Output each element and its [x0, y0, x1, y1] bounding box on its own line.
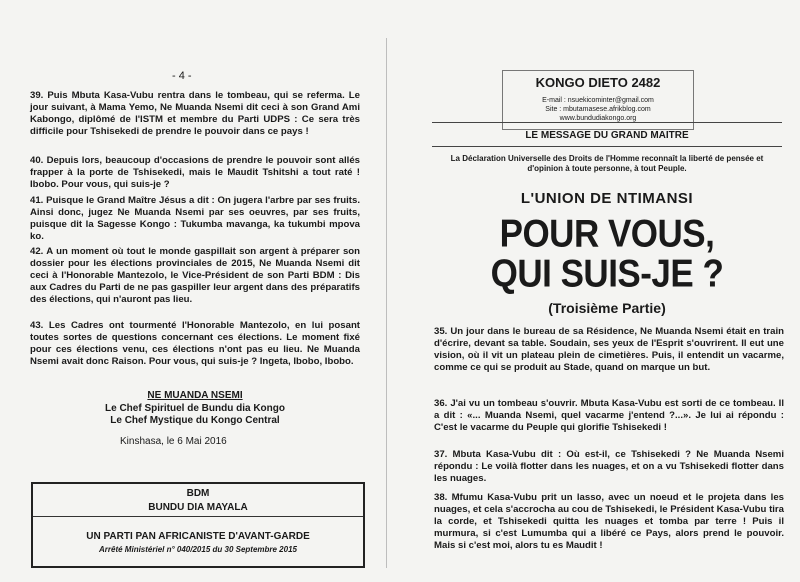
right-page	[392, 0, 800, 582]
paragraph-37: 37. Mbuta Kasa-Vubu dit : Où est-il, ce Tshisekedi ? Ne Muanda Nsemi répondu : Le voilà flotter dans les nuages, et on a vu Tshisekedi flotter dans les nuages.	[434, 449, 784, 484]
bdm-box	[31, 482, 365, 568]
page-number: - 4 -	[172, 70, 192, 82]
bdm-tagline: UN PARTI PAN AFRICANISTE D'AVANT-GARDE	[86, 531, 310, 542]
page-divider	[386, 38, 387, 568]
declaration: La Déclaration Universelle des Droits de l'Homme reconnaît la liberté de pensée et d'opinion à toute personne, à tout Peuple.	[450, 154, 764, 173]
rule-top	[432, 122, 782, 123]
message-heading: LE MESSAGE DU GRAND MAITRE	[525, 130, 689, 141]
main-title-line-2: QUI SUIS-JE ?	[490, 251, 724, 296]
rule-bottom	[432, 146, 782, 147]
signature-date: Kinshasa, le 6 Mai 2016	[120, 436, 227, 447]
main-title-line-1: POUR VOUS,	[499, 211, 715, 256]
paragraph-39: 39. Puis Mbuta Kasa-Vubu rentra dans le tombeau, qui se referma. Le jour suivant, à Mama Yemo, Ne Muanda Nsemi dit ceci à son Grand Ami Kabongo, diplômé de l'ISTM et membre du Parti UDPS : Ce sera très difficile pour Tshisekedi de prendre le pouvoir dans ce pays !	[30, 90, 360, 137]
masthead-box	[502, 70, 694, 130]
paragraph-36: 36. J'ai vu un tombeau s'ouvrir. Mbuta Kasa-Vubu est sorti de ce tombeau. Il a dit : «... Muanda Nsemi, quel vacarme j'entend ?...». Je lui ai répondu : C'est le vacarme du Peuple qui glorifie Tshisekedi !	[434, 398, 784, 433]
masthead-title: KONGO DIETO 2482	[535, 75, 661, 90]
left-page	[0, 0, 383, 582]
contact-site-2: www.bundudiakongo.org	[559, 115, 637, 122]
contact-email: E-mail : nsuekicominter@gmail.com	[542, 97, 654, 104]
signature-name: NE MUANDA NSEMI	[147, 390, 243, 401]
signature-block	[30, 390, 360, 428]
paragraph-42: 42. A un moment où tout le monde gaspillait son argent à préparer son dossier pour les élections provinciales de 2015, Ne Muanda Nsemi dit ceci à l'Honorable Mantezolo, le Vice-Président de son Parti BDM : Dis aux Cadres du Parti de ne pas gaspiller leur argent dans des préparatifs des élections, qui n'auront pas lieu.	[30, 246, 360, 305]
paragraph-38: 38. Mfumu Kasa-Vubu prit un lasso, avec un noeud et le projeta dans les nuages, et cela s'accrocha au cou de Tshisekedi, le Président Kasa-Vubu tira la corde, et Tshisekedi quitta les nuages et tomba par terre ! Puis il murmura, si c'est Lumumba qui a libéré ce Pays, alors prend le pouvoir. Mais si c'est moi, alors tu es Maudit !	[434, 492, 784, 551]
union-heading: L'UNION DE NTIMANSI	[520, 190, 694, 207]
bdm-fullname: BUNDU DIA MAYALA	[33, 502, 363, 517]
contact-site: Site : mbutamasese.afrikblog.com	[545, 106, 651, 113]
paragraph-41: 41. Puisque le Grand Maître Jésus a dit : On jugera l'arbre par ses fruits. Ainsi donc, jugez Ne Muanda Nsemi par ses oeuvres, par ses fruits, puisque dit la Sagesse Kongo : Tukumba mavanga, ka tukumbi mpova ko.	[30, 195, 360, 242]
paragraph-43: 43. Les Cadres ont tourmenté l'Honorable Mantezolo, en lui posant toutes sortes de questions concernant ces élections. Le moment fixé pour ces élections venu, ces élections n'ont pas eu lieu. Ne Muanda Nsemi avait donc Raison. Pour vous, qui suis-je ? Ingeta, Ibobo, Ibobo.	[30, 320, 360, 367]
bdm-acronym: BDM	[186, 488, 210, 499]
contact-info	[503, 96, 693, 123]
signature-title-2: Le Chef Mystique du Kongo Central	[110, 415, 280, 426]
paragraph-35: 35. Un jour dans le bureau de sa Résidence, Ne Muanda Nsemi était en train d'écrire, devant sa table. Soudain, ses yeux de l'Esprit s'ouvrirent. Il eut une vision, où il vit un plateau plein de cimetières. Puis, il entendit un vacarme, comme ce qui se produit au Stade, quand on marque un but.	[434, 326, 784, 373]
part-subtitle: (Troisième Partie)	[548, 300, 666, 316]
bdm-decree: Arrêté Ministériel n° 040/2015 du 30 Septembre 2015	[99, 545, 297, 554]
paragraph-40: 40. Depuis lors, beaucoup d'occasions de prendre le pouvoir sont allés frapper à la porte de Tshisekedi, mais le Maudit Tshitshi a tout raté ! Ibobo. Pour vous, qui suis-je ?	[30, 155, 360, 190]
signature-title-1: Le Chef Spirituel de Bundu dia Kongo	[105, 402, 285, 414]
